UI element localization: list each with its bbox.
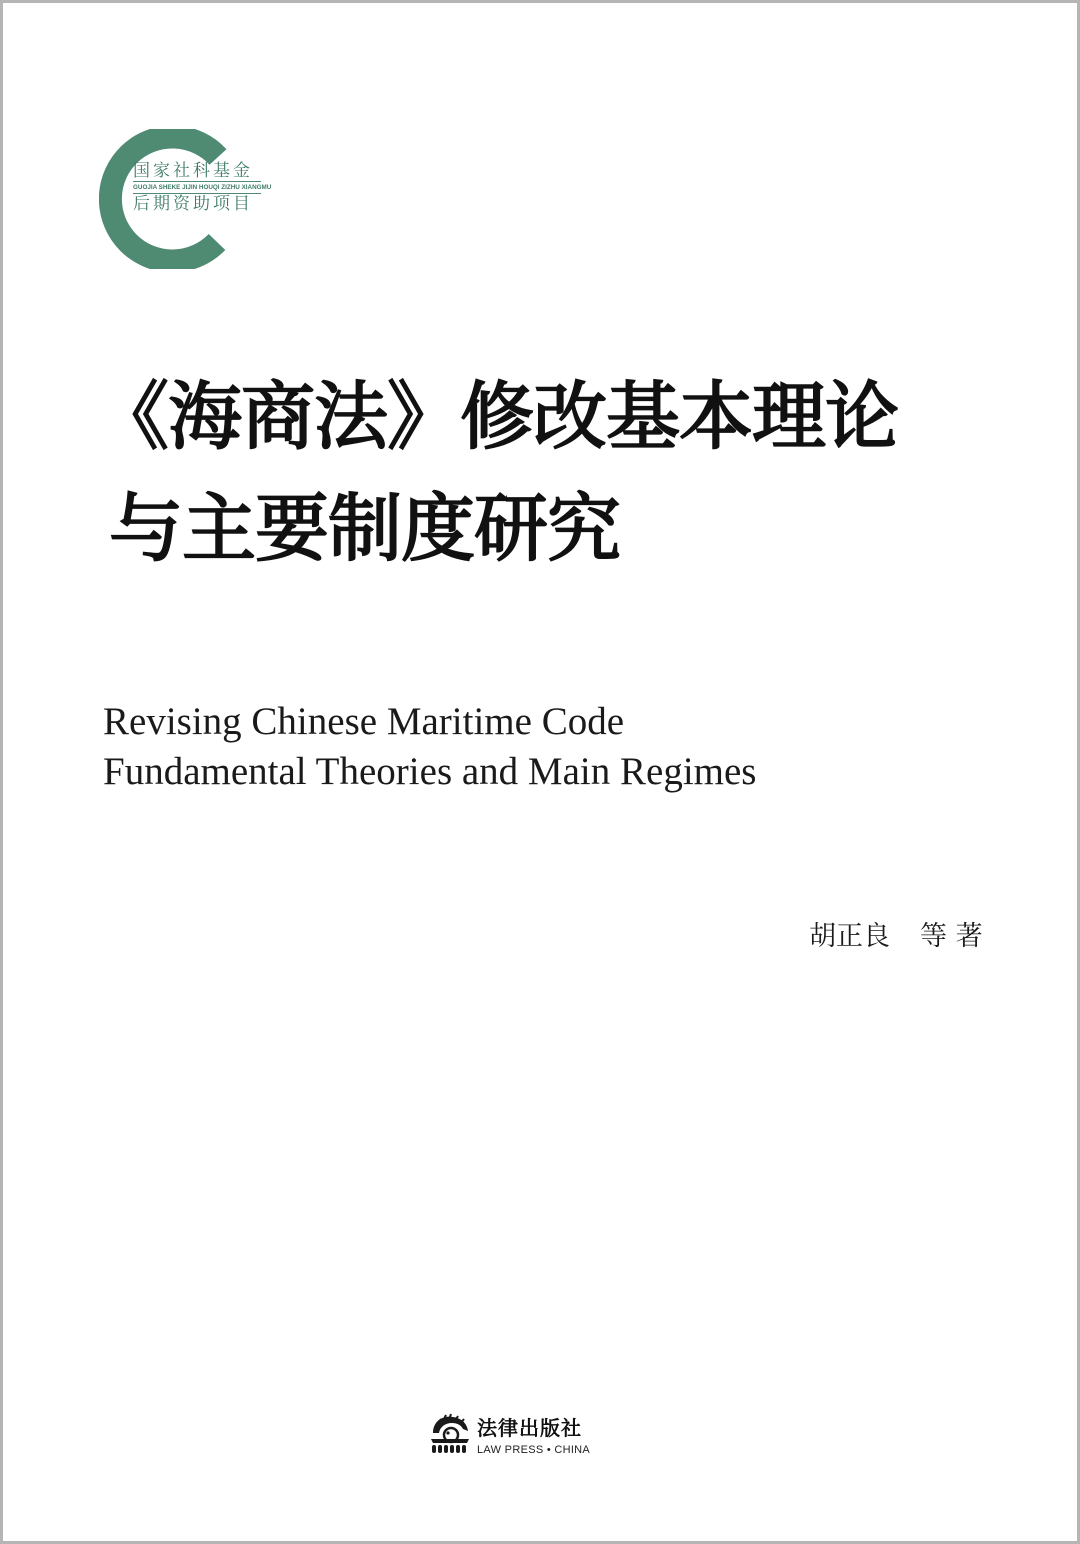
fund-logo <box>99 129 299 269</box>
chinese-title <box>95 361 898 585</box>
english-title-line-1: Revising Chinese Maritime Code <box>103 700 625 743</box>
author-line <box>809 917 983 957</box>
fund-title: 国家社科基金 <box>133 161 253 181</box>
author-suffix: 等 著 <box>920 921 983 952</box>
english-title-line-2: Fundamental Theories and Main Regimes <box>103 750 757 793</box>
english-title <box>103 697 756 797</box>
fund-pinyin: GUOJIA SHEKE JIJIN HOUQI ZIZHU XIANGMU <box>133 184 272 191</box>
publisher-name-en: LAW PRESS • CHINA <box>477 1444 591 1456</box>
publisher-name-cn: 法律出版社 <box>477 1416 582 1440</box>
fund-text <box>133 161 293 214</box>
lion-emblem-icon <box>427 1413 473 1457</box>
chinese-title-line-1: 《海商法》修改基本理论 <box>95 374 898 460</box>
author-name: 胡正良 <box>809 921 890 952</box>
publisher-logo <box>427 1413 627 1463</box>
chinese-title-line-2: 与主要制度研究 <box>109 486 620 572</box>
fund-subtitle: 后期资助项目 <box>133 194 253 214</box>
